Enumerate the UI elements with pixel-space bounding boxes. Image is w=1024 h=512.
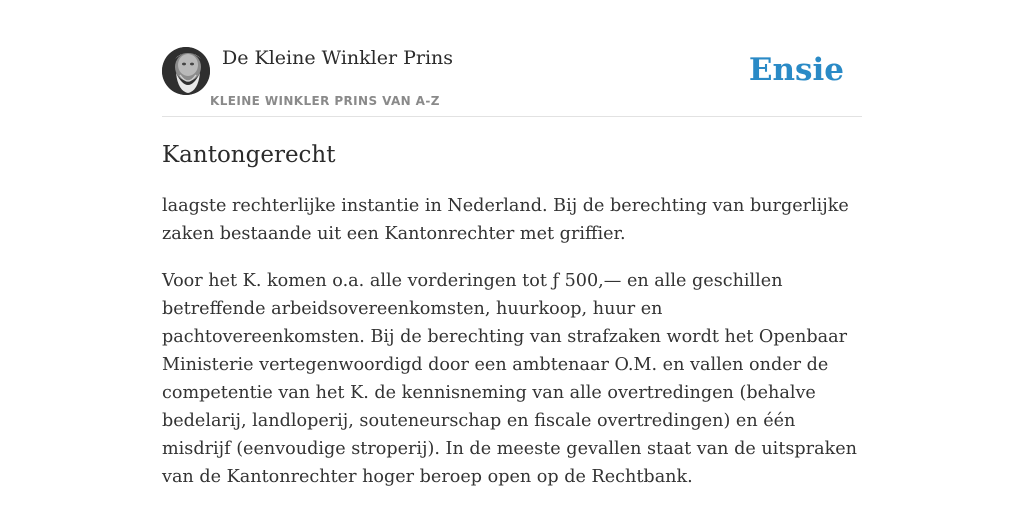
author-name[interactable]: De Kleine Winkler Prins (222, 47, 454, 69)
author-avatar[interactable] (162, 47, 210, 95)
paragraph: Voor het K. komen o.a. alle vorderingen tot ƒ 500,— en alle geschillen betreffende arbeidsovereenkomsten, huurkoop, huur en pachtovereenkomsten. Bij de berechting van strafzaken wordt het Openbaar Ministerie vertegenwoordigd door een ambtenaar O.M. en vallen onder de competentie van het K. de kennisneming van alle overtredingen (behalve bedelarij, landloperij, souteneurschap en fiscale overtredingen) en één misdrijf (eenvoudige stroperij). In de meeste gevallen staat van de uitspraken van de Kantonrechter hoger beroep open op de Rechtbank. (162, 271, 857, 487)
article-body (162, 192, 862, 510)
article-header (162, 44, 862, 117)
portrait-icon (162, 47, 210, 95)
paragraph: laagste rechterlijke instantie in Nederland. Bij de berechting van burgerlijke zaken bestaande uit een Kantonrechter met griffier. (162, 196, 849, 244)
brand-logo[interactable]: Ensie (748, 52, 844, 88)
source-label[interactable]: KLEINE WINKLER PRINS VAN A-Z (210, 94, 440, 108)
article-title: Kantongerecht (162, 142, 336, 168)
